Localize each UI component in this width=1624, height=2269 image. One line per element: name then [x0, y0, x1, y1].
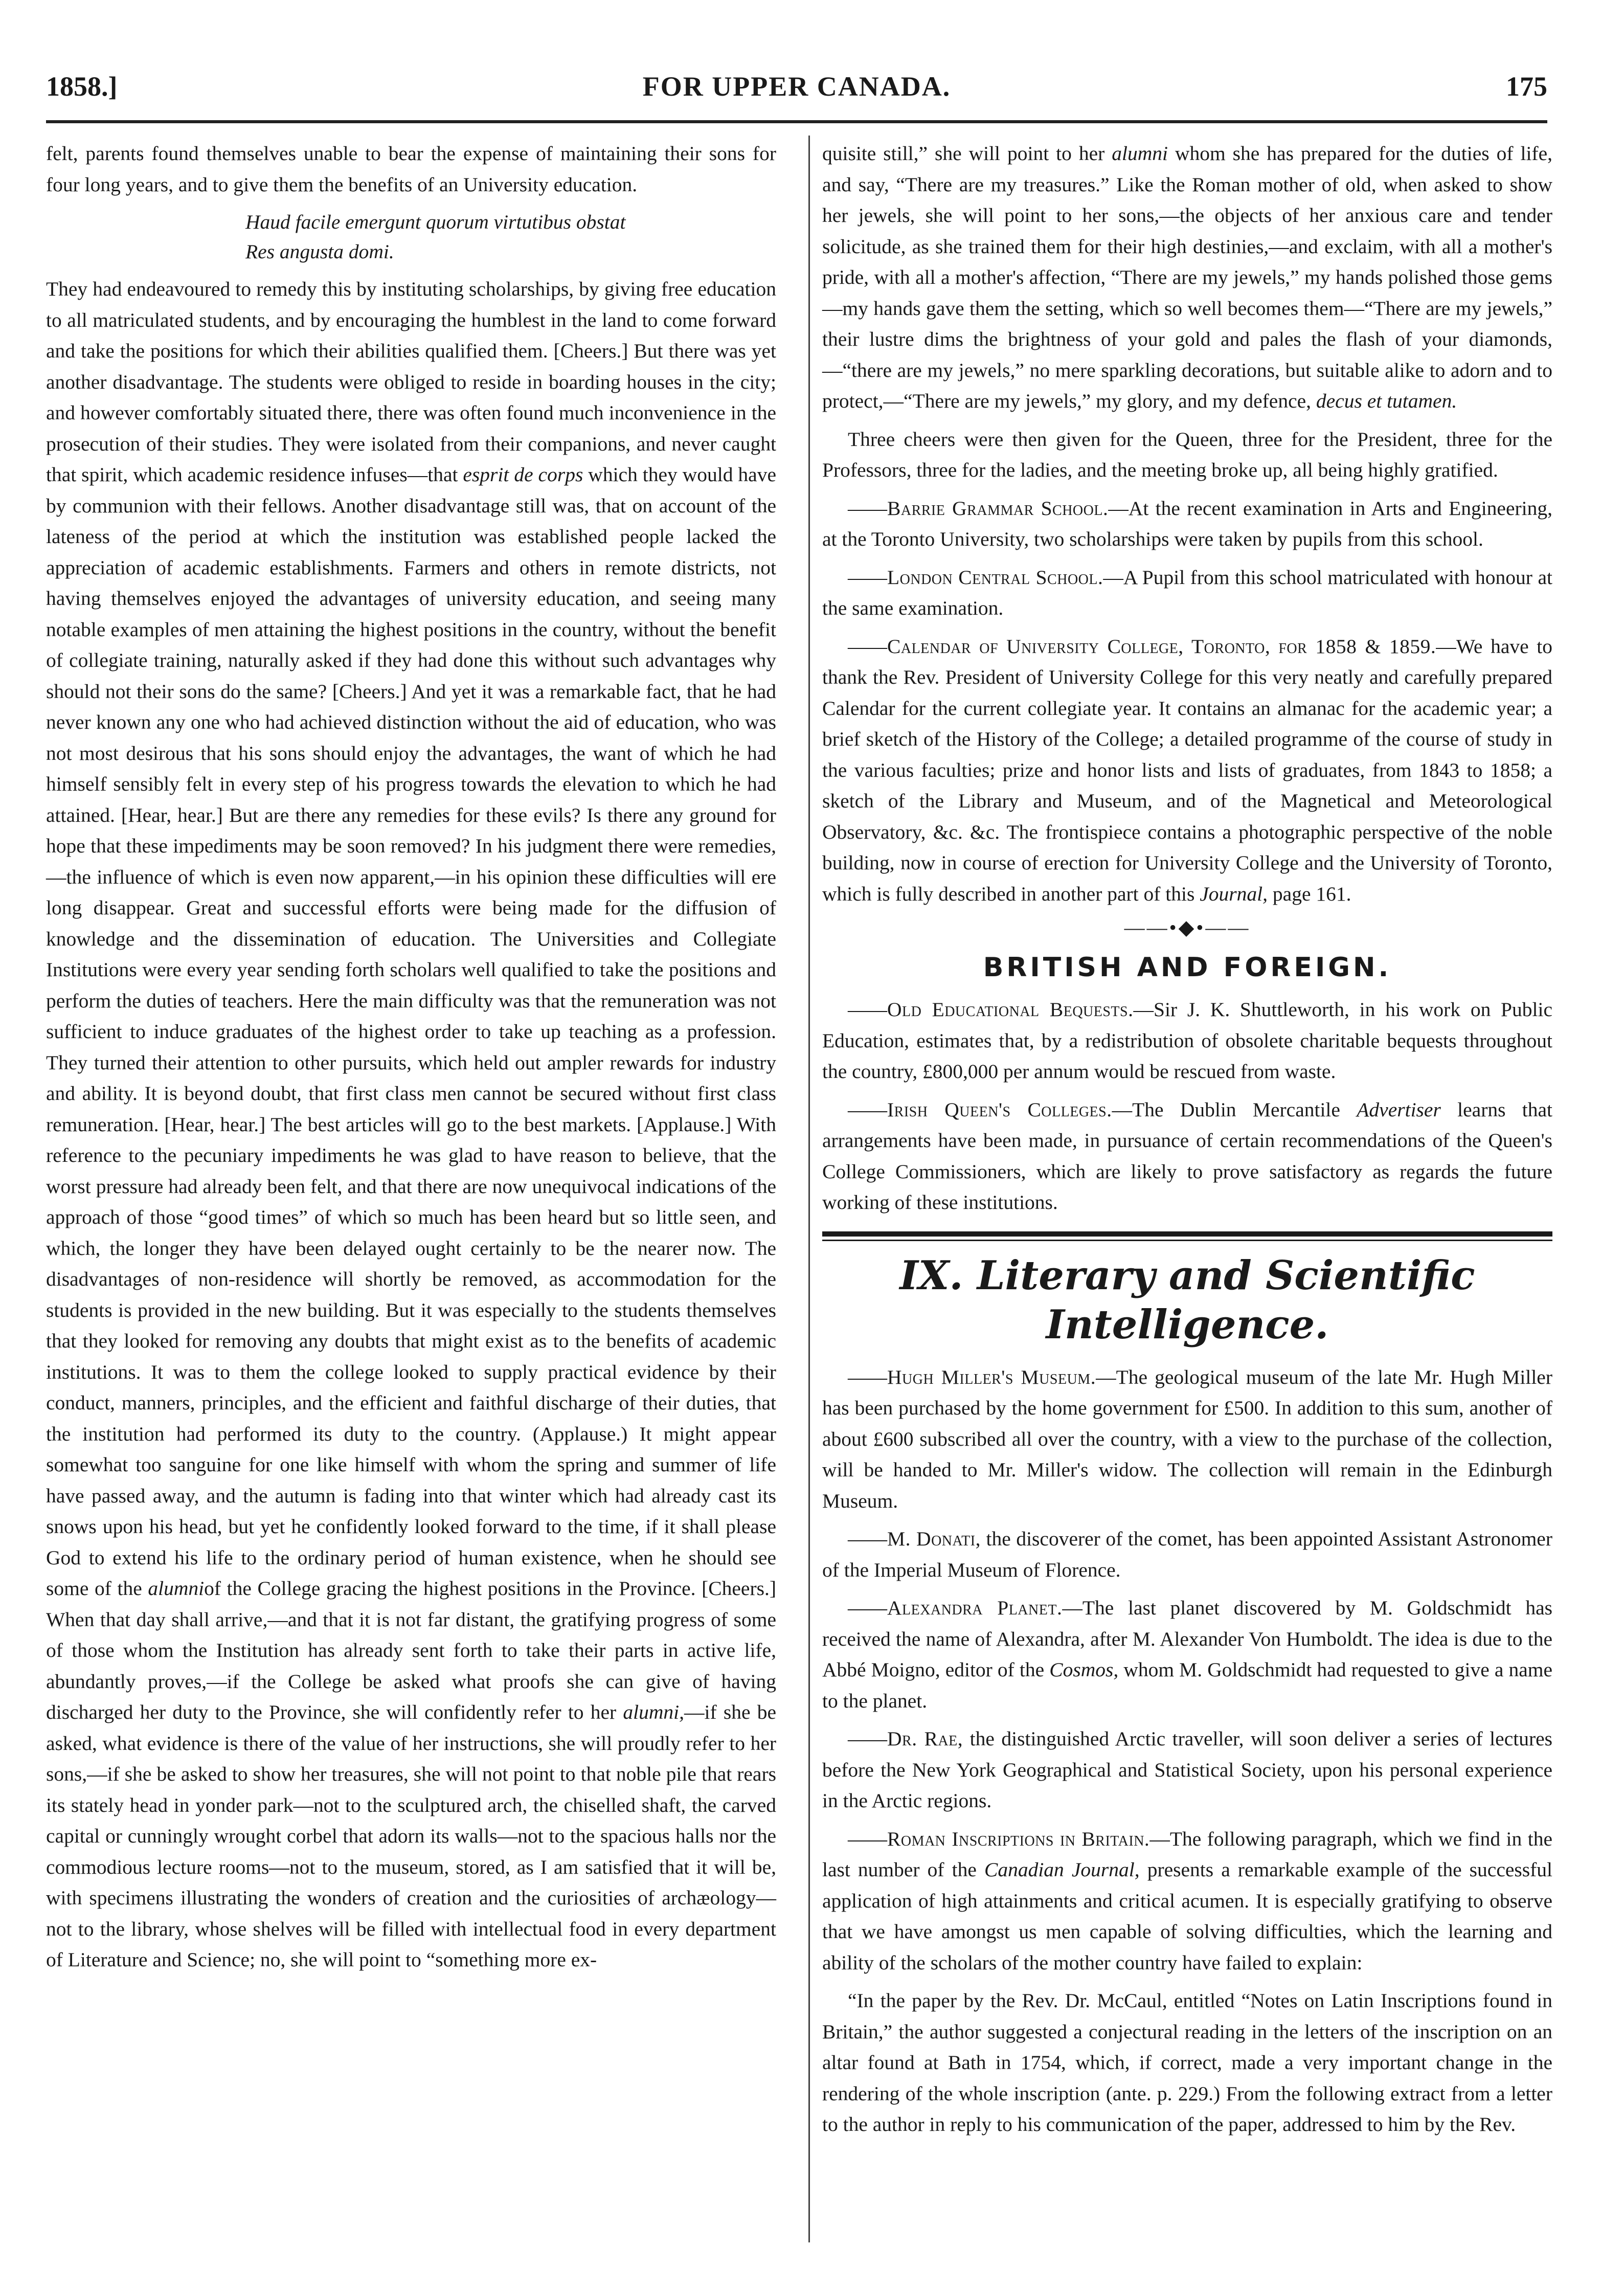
section-rule-thick [822, 1231, 1552, 1237]
emphasis: alumni [1112, 142, 1168, 165]
item-title: —— Hugh Miller's Museum. [848, 1366, 1096, 1388]
running-title: FOR UPPER CANADA. [642, 71, 951, 102]
paragraph [46, 274, 776, 1975]
news-item [822, 1723, 1552, 1816]
column-divider [808, 136, 810, 2242]
item-text: —The last planet discovered by M. Goldschmidt has received the name of Alexandra, after M. Alexander Von Humboldt. The idea is due to the Abbé Moigno, editor of the [822, 1597, 1553, 1681]
item-text: —A Pupil from this school matriculated with honour at the same examination. [822, 566, 1552, 619]
emphasis: Journal, [1200, 882, 1268, 905]
header-rule [46, 120, 1547, 123]
item-text: —Sir J. K. Shuttleworth, in his work on Public Education, estimates that, by a redistribution of obsolete charitable bequests throughout the country, £800,000 per annum would be rescued from waste. [822, 998, 1552, 1083]
quote-line: Res angusta domi. [245, 240, 394, 263]
emphasis: alumni, [623, 1701, 685, 1723]
item-text: the distinguished Arctic traveller, will soon deliver a series of lectures before the New York Geographical and Statistical Society, upon his personal experience in the Arctic regions. [822, 1727, 1553, 1812]
ornament-divider: ——•◆•—— [1124, 916, 1251, 939]
item-title: —— London Central School. [848, 566, 1103, 589]
item-text: —The Dublin Mercantile [1112, 1098, 1340, 1121]
paragraph [822, 138, 1552, 417]
item-text: —The geological museum of the late Mr. Hugh Miller has been purchased by the home government for £500. In addition to this sum, another of about £600 subscribed all over the country, with a view to the purchase of the collection, will be handed to Mr. Miller's widow. The collection will remain in the Edinburgh Museum. [822, 1365, 1552, 1512]
news-item [822, 631, 1552, 910]
text-run: of the College gracing the highest positions in the Province. [Cheers.] When that day shall arrive,—and that it is not far distant, the gratifying progress of some of those whom the Institution has already sent forth to take their parts in active life, abundantly proves,—if the College be asked what proofs she can give of having discharged her duty to the Province, she will confidently refer to her [46, 1577, 777, 1723]
item-title: —— M. Donati, [848, 1527, 981, 1550]
latin-quote [245, 207, 776, 266]
item-text: the discoverer of the comet, has been appointed Assistant Astronomer of the Imperial Museum of Florence. [822, 1527, 1552, 1581]
item-title: —— Old Educational Bequests. [848, 998, 1134, 1021]
news-item [822, 1592, 1552, 1716]
item-title: —— Barrie Grammar School. [848, 497, 1108, 520]
item-text: —At the recent examination in Arts and Engineering, at the Toronto University, two scholarships were taken by pupils from this school. [822, 497, 1552, 550]
item-text: learns that arrangements have been made, in pursuance of certain recommendations of the Queen's College Commissioners, which are likely to prove satisfactory as regards the future working of these institutions. [822, 1098, 1553, 1214]
text-run: whom she has prepared for the duties of life, and say, “There are my treasures.” Like the Roman mother of old, when asked to show her jewels, she will point to her sons,—the objects of her anxious care and tender solicitude, as she trained them for their high destinies,—and exclaim, with all a mother's pride, with all a mother's affection, “There are my jewels,” my hands polished those gems—my hands gave them the setting, which so well becomes them—“There are my jewels,” their lustre dims the brightness of your gold and pales the flash of your diamonds,—“there are my jewels,” no mere sparkling decorations, but suitable alike to adorn and to protect,—“There are my jewels,” my glory, and my defence, [822, 142, 1552, 412]
quote-line: Haud facile emergunt quorum virtutibus obstat [245, 211, 626, 233]
emphasis: decus et tutamen. [1316, 390, 1457, 412]
emphasis: alumni [148, 1577, 205, 1600]
item-text: whom M. Goldschmidt had requested to give a name to the planet. [822, 1658, 1553, 1712]
news-item [822, 1094, 1552, 1218]
page-date: 1858.] [46, 71, 118, 102]
news-item [822, 1824, 1552, 1979]
section-rule-thin [822, 1240, 1552, 1241]
text-run: They had endeavoured to remedy this by instituting scholarships, by giving free education to all matriculated students, and by encouraging the humblest in the land to come forward and take the positions for which their abilities qualified them. [Cheers.] But there was yet another disadvantage. The students were obliged to reside in boarding houses in the city; and however comfortably situated there, there was often found much inconvenience in the prosecution of their studies. They were isolated from their companions, and never caught that spirit, which academic residence infuses—that [46, 278, 776, 486]
emphasis: Cosmos, [1049, 1658, 1119, 1681]
item-text: —We have to thank the Rev. President of University College for this very neatly and carefully prepared Calendar for the current collegiate year. It contains an almanac for the academic year; a brief sketch of the History of the College; a detailed programme of the course of study in the various faculties; prize and honor lists and lists of graduates, from 1843 to 1858; a sketch of the Library and Museum, and of the Magnetical and Meteorological Observatory, &c. &c. The frontispiece contains a photographic perspective of the noble building, now in course of erection for University College and the University of Toronto, which is fully described in another part of this [822, 635, 1552, 905]
quoted-paragraph: “In the paper by the Rev. Dr. McCaul, entitled “Notes on Latin Inscriptions found in Britain,” the author suggested a conjectural reading in the letters of the inscription on an altar found at Bath in 1754, which, if correct, made a very important change in the rendering of the whole inscription (ante. p. 229.) From the following extract from a letter to the author in reply to his communication of the paper, addressed to him by the Rev. [822, 1989, 1552, 2136]
emphasis: Advertiser [1357, 1098, 1441, 1121]
paragraph: felt, parents found themselves unable to bear the expense of maintaining their sons for four long years, and to give them the benefits of an University education. [46, 142, 776, 196]
section-ix-heading: IX. Literary and Scientific Intelligence. [899, 1252, 1475, 1348]
section-heading: BRITISH AND FOREIGN. [983, 952, 1392, 983]
emphasis: esprit de corps [463, 463, 583, 486]
item-title: —— Alexandra Planet. [848, 1597, 1062, 1619]
news-item [822, 562, 1552, 624]
news-item [822, 994, 1552, 1087]
text-run: quisite still,” she will point to her [822, 142, 1105, 165]
page-number: 175 [1506, 71, 1547, 102]
item-title: —— Roman Inscriptions in Britain. [848, 1828, 1149, 1850]
item-title: —— Irish Queen's Colleges. [848, 1098, 1112, 1121]
item-text: page 161. [1272, 882, 1351, 905]
item-text: —The following paragraph, which we find in the last number of the [822, 1827, 1552, 1881]
page-header [46, 61, 1547, 123]
item-title: —— Calendar of University College, Toronto, for 1858 & 1859. [848, 635, 1436, 658]
item-text: presents a remarkable example of the successful application of high attainments and critical acumen. It is especially gratifying to observe that we have amongst us men capable of solving difficulties, which the learning and ability of the scholars of the mother country have failed to explain: [822, 1858, 1553, 1974]
news-item [822, 1362, 1552, 1517]
text-run: which they would have by communion with their fellows. Another disadvantage still was, that on account of the lateness of the period at which the institution was established people lacked the appreciation of academic establishments. Farmers and others in remote districts, not having themselves enjoyed the advantages of university education, and seeing many notable examples of men attaining the highest positions in the country, without the benefit of collegiate training, naturally asked if they had done this without such advantages why should not their sons do the same? [Cheers.] And yet it was a remarkable fact, that he had never known any one who had achieved distinction without the aid of education, who was not most desirous that his sons should enjoy the advantages, the want of which he had himself sensibly felt in every step of his progress towards the elevation to which he had attained. [Hear, hear.] But are there any remedies for these evils? Is there any ground for hope that these impediments may be soon removed? In his judgment there were remedies,—the influence of which is even now apparent,—in his opinion these difficulties will ere long disappear. Great and successful efforts were being made for the diffusion of knowledge and the dissemination of education. The Universities and Collegiate Institutions were every year sending forth scholars well qualified to take the positions and perform the duties of teachers. Here the main difficulty was that the remuneration was not sufficient to induce graduates of the highest order to take up teaching as a profession. They turned their attention to other pursuits, which held out ampler rewards for industry and ability. It is beyond doubt, that first class men cannot be secured without first class remuneration. [Hear, hear.] The best articles will go to the best markets. [Applause.] With reference to the pecuniary impediments he was glad to have reason to believe, that the worst pressure had already been felt, and that there are now unequivocal indications of the approach of those “good times” of which so much has been heard but so little seen, and which, the longer they have been delayed ought certainly to be the nearer now. The disadvantages of non-residence will shortly be removed, as accommodation for the students is provided in the new building. But it was especially to the students themselves that they looked for removing any doubts that might exist as to the benefits of academic institutions. It was to them the college looked to supply practical evidence by their conduct, manners, principles, and the efficient and faithful discharge of their duties, that the institution had performed its duty to the country. (Applause.) It might appear somewhat too sanguine for one like himself with whom the spring and summer of life have passed away, and the autumn is fading into that winter which had already cast its snows upon his head, but yet he confidently looked forward to the time, if it shall please God to extend his life to the ordinary period of human existence, when he should see some of the [46, 463, 776, 1600]
left-column [46, 138, 776, 1983]
right-column [822, 138, 1552, 2147]
text-run: —if she be asked, what evidence is there of the value of her instructions, she will proudly refer to her sons,—if she be asked to show her treasures, she will not point to that noble pile that rears its stately head in yonder park—not to the sculptured arch, the chiselled shaft, the carved capital or cunningly wrought corbel that adorn its walls—not to the spacious halls nor the commodious lecture rooms—not to the museum, stored, as I am satisfied that it will be, with specimens illustrating the wonders of creation and the curiosities of archæology—not to the library, whose shelves will be filled with intellectual food in every department of Literature and Science; no, she will point to “something more ex- [46, 1701, 776, 1971]
emphasis: Canadian Journal, [984, 1858, 1140, 1881]
item-title: —— Dr. Rae, [848, 1727, 963, 1750]
paragraph: Three cheers were then given for the Queen, three for the President, three for the Professors, three for the ladies, and the meeting broke up, all being highly gratified. [822, 428, 1552, 481]
news-item [822, 1523, 1552, 1585]
news-item [822, 493, 1552, 555]
